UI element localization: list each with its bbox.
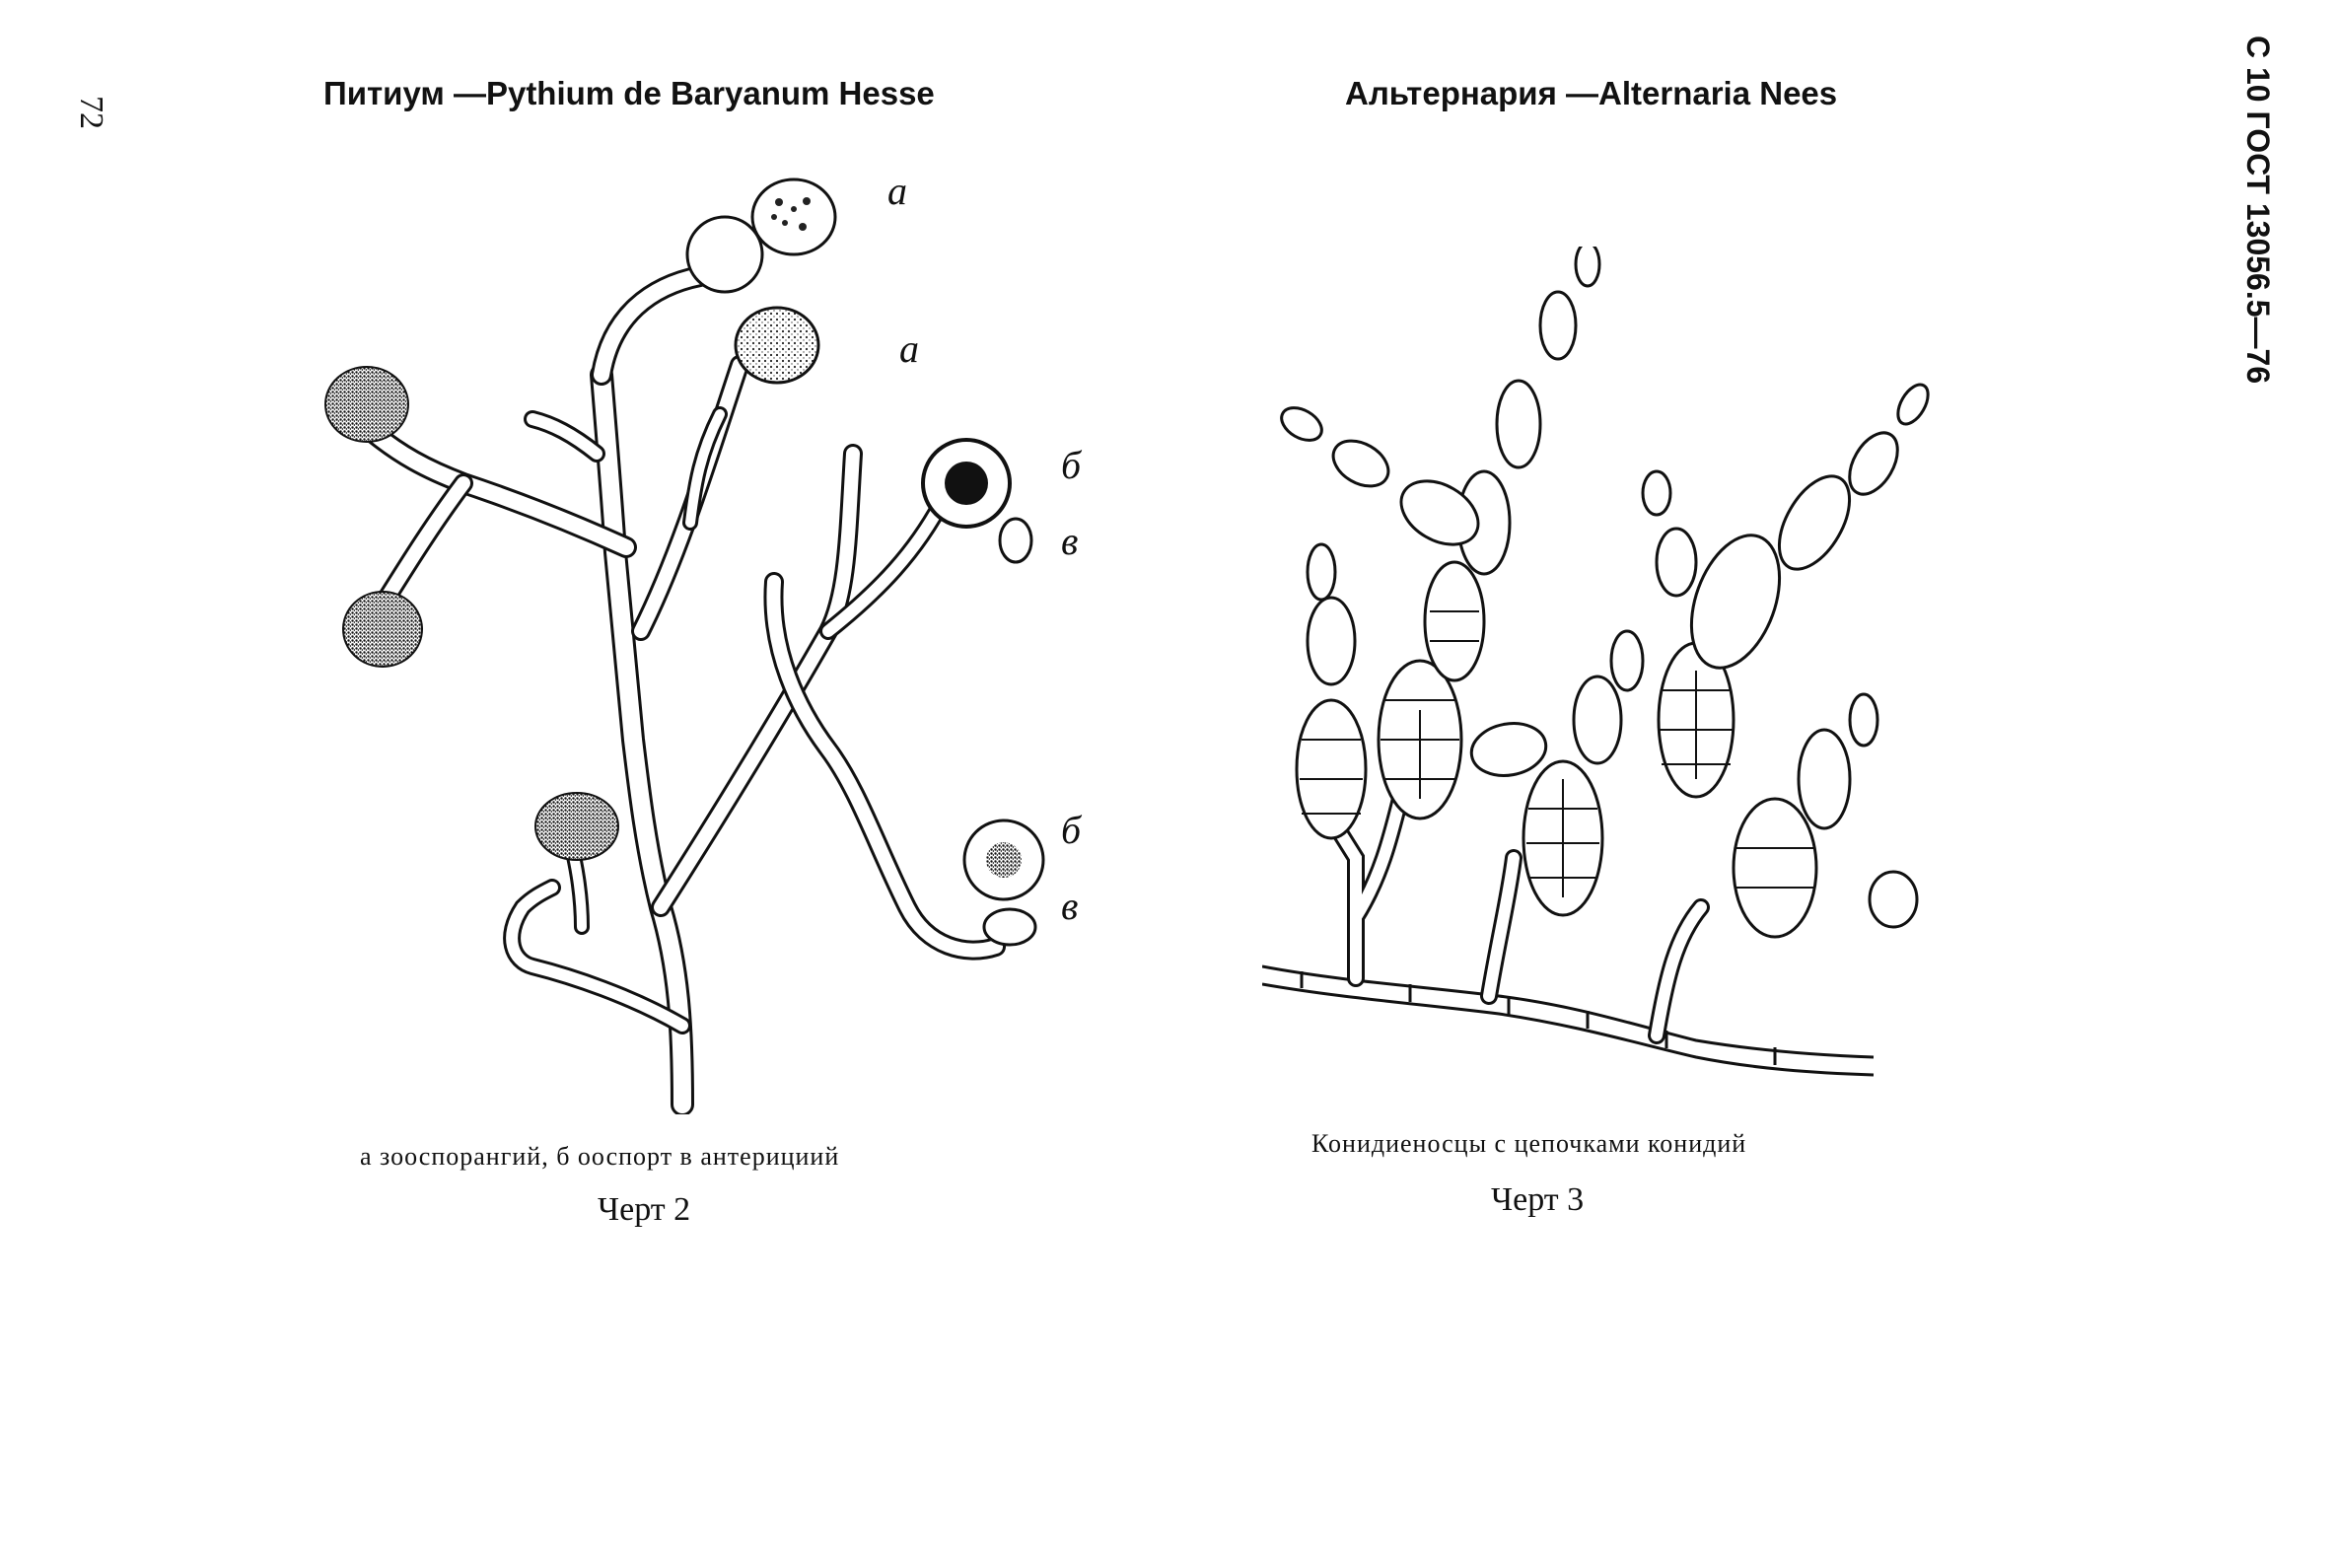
right-figure-label: Черт 3 bbox=[1491, 1181, 1585, 1218]
annotation-label-v1: в bbox=[1061, 519, 1079, 563]
annotation-label-a2: а bbox=[899, 326, 919, 371]
page-number: 72 bbox=[73, 96, 109, 129]
annotation-label-b2: б bbox=[1061, 808, 1082, 852]
annotation-label-b1: б bbox=[1061, 443, 1082, 487]
right-figure-title: Альтернария —Alternaria Nees bbox=[1345, 75, 1838, 111]
alternaria-illustration bbox=[1262, 247, 1992, 1095]
annotation-label-v2: в bbox=[1061, 884, 1079, 928]
right-figure-caption: Конидиеносцы с цепочками конидий bbox=[1311, 1129, 1747, 1158]
left-figure-caption: а зооспорангий, б ооспорт в антерициий bbox=[360, 1142, 840, 1171]
left-figure-title: Питиум —Pythium de Baryanum Hesse bbox=[323, 75, 935, 111]
document-code: С 10 ГОСТ 13056.5—76 bbox=[2240, 36, 2276, 385]
annotation-label-a1: а bbox=[887, 169, 907, 213]
left-figure-label: Черт 2 bbox=[598, 1191, 691, 1228]
pythium-illustration bbox=[237, 158, 1104, 1114]
